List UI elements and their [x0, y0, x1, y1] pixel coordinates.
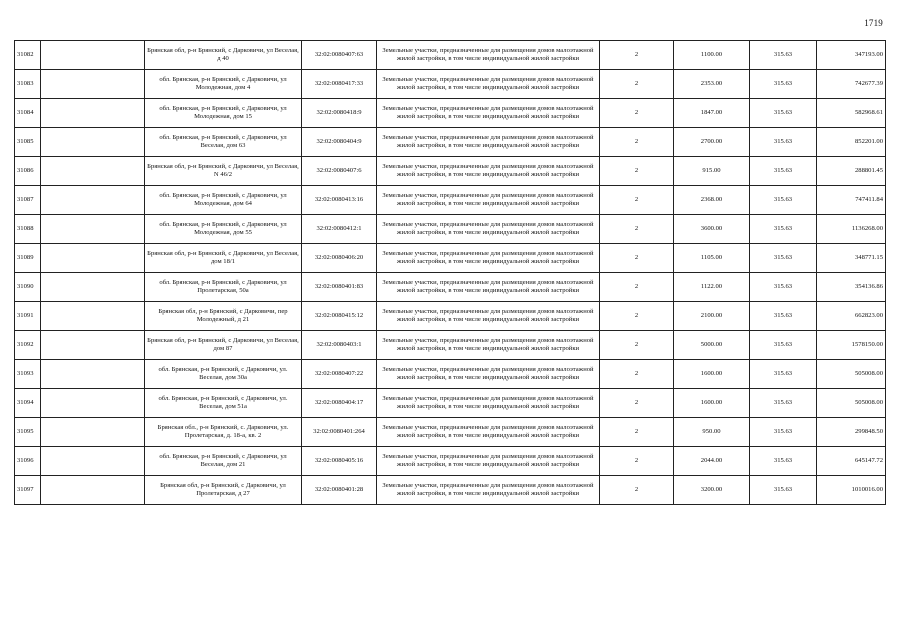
row-number-cell: 31091	[15, 302, 41, 331]
cadastral-number-cell: 32:02:0080401:28	[302, 476, 377, 505]
cadastral-value-cell: 852201.00	[817, 128, 886, 157]
address-cell: Брянская обл, р-н Брянский, с Дарковичи, пер Молодежный, д 21	[145, 302, 302, 331]
table-row	[15, 273, 886, 302]
empty-cell	[41, 244, 145, 273]
cadastral-number-cell: 32:02:0080407:22	[302, 360, 377, 389]
row-number-cell: 31095	[15, 418, 41, 447]
empty-cell	[41, 70, 145, 99]
table-row	[15, 302, 886, 331]
address-cell: Брянская обл, р-н Брянский, с Дарковичи, ул Веселая, дом 18/1	[145, 244, 302, 273]
rate-cell: 315.63	[750, 447, 817, 476]
area-cell: 3200.00	[674, 476, 750, 505]
category-cell: 2	[600, 70, 674, 99]
area-cell: 1600.00	[674, 360, 750, 389]
rate-cell: 315.63	[750, 302, 817, 331]
area-cell: 2100.00	[674, 302, 750, 331]
rate-cell: 315.63	[750, 99, 817, 128]
table-row	[15, 99, 886, 128]
empty-cell	[41, 99, 145, 128]
address-cell: обл. Брянская, р-н Брянский, с Дарковичи, ул. Веселая, дом 30а	[145, 360, 302, 389]
area-cell: 2700.00	[674, 128, 750, 157]
area-cell: 950.00	[674, 418, 750, 447]
land-use-cell: Земельные участки, предназначенные для размещения домов малоэтажной жилой застройки, в том числе индивидуальной жилой застройки	[377, 70, 600, 99]
area-cell: 2044.00	[674, 447, 750, 476]
row-number-cell: 31082	[15, 41, 41, 70]
land-parcel-table	[14, 40, 886, 505]
rate-cell: 315.63	[750, 41, 817, 70]
table-row	[15, 215, 886, 244]
row-number-cell: 31090	[15, 273, 41, 302]
cadastral-value-cell: 288801.45	[817, 157, 886, 186]
address-cell: обл. Брянская, р-н Брянский, с Дарковичи, ул Веселая, дом 63	[145, 128, 302, 157]
address-cell: Брянская обл, р-н Брянский, с Дарковичи, ул Веселая, дом 87	[145, 331, 302, 360]
land-use-cell: Земельные участки, предназначенные для размещения домов малоэтажной жилой застройки, в том числе индивидуальной жилой застройки	[377, 273, 600, 302]
empty-cell	[41, 389, 145, 418]
area-cell: 915.00	[674, 157, 750, 186]
cadastral-value-cell: 354136.86	[817, 273, 886, 302]
address-cell: обл. Брянская, р-н Брянский, с Дарковичи, ул Пролетарская, 50а	[145, 273, 302, 302]
cadastral-number-cell: 32:02:0080401:264	[302, 418, 377, 447]
table-body	[15, 41, 886, 505]
address-cell: обл. Брянская, р-н Брянский, с Дарковичи, ул Молодежная, дом 15	[145, 99, 302, 128]
land-use-cell: Земельные участки, предназначенные для размещения домов малоэтажной жилой застройки, в том числе индивидуальной жилой застройки	[377, 360, 600, 389]
category-cell: 2	[600, 186, 674, 215]
table-row	[15, 418, 886, 447]
table-row	[15, 70, 886, 99]
cadastral-value-cell: 347193.00	[817, 41, 886, 70]
rate-cell: 315.63	[750, 273, 817, 302]
area-cell: 1847.00	[674, 99, 750, 128]
category-cell: 2	[600, 41, 674, 70]
empty-cell	[41, 41, 145, 70]
category-cell: 2	[600, 331, 674, 360]
empty-cell	[41, 418, 145, 447]
cadastral-number-cell: 32:02:0080415:12	[302, 302, 377, 331]
area-cell: 2368.00	[674, 186, 750, 215]
row-number-cell: 31084	[15, 99, 41, 128]
category-cell: 2	[600, 447, 674, 476]
rate-cell: 315.63	[750, 476, 817, 505]
address-cell: обл. Брянская, р-н Брянский, с Дарковичи, ул Молодежная, дом 55	[145, 215, 302, 244]
table-row	[15, 476, 886, 505]
empty-cell	[41, 331, 145, 360]
page-number: 1719	[864, 18, 883, 28]
empty-cell	[41, 360, 145, 389]
category-cell: 2	[600, 302, 674, 331]
cadastral-value-cell: 299848.50	[817, 418, 886, 447]
land-use-cell: Земельные участки, предназначенные для размещения домов малоэтажной жилой застройки, в том числе индивидуальной жилой застройки	[377, 302, 600, 331]
land-use-cell: Земельные участки, предназначенные для размещения домов малоэтажной жилой застройки, в том числе индивидуальной жилой застройки	[377, 157, 600, 186]
cadastral-number-cell: 32:02:0080403:1	[302, 331, 377, 360]
row-number-cell: 31088	[15, 215, 41, 244]
area-cell: 1105.00	[674, 244, 750, 273]
table-row	[15, 157, 886, 186]
category-cell: 2	[600, 476, 674, 505]
row-number-cell: 31087	[15, 186, 41, 215]
row-number-cell: 31097	[15, 476, 41, 505]
empty-cell	[41, 215, 145, 244]
row-number-cell: 31083	[15, 70, 41, 99]
category-cell: 2	[600, 360, 674, 389]
area-cell: 3600.00	[674, 215, 750, 244]
table-row	[15, 41, 886, 70]
land-use-cell: Земельные участки, предназначенные для размещения домов малоэтажной жилой застройки, в том числе индивидуальной жилой застройки	[377, 215, 600, 244]
address-cell: Брянская обл, р-н Брянский, с Дарковичи, ул Веселая, д 40	[145, 41, 302, 70]
cadastral-number-cell: 32:02:0080405:16	[302, 447, 377, 476]
table-row	[15, 244, 886, 273]
cadastral-number-cell: 32:02:0080406:20	[302, 244, 377, 273]
empty-cell	[41, 186, 145, 215]
cadastral-value-cell: 582968.61	[817, 99, 886, 128]
category-cell: 2	[600, 215, 674, 244]
cadastral-value-cell: 1578150.00	[817, 331, 886, 360]
area-cell: 2353.00	[674, 70, 750, 99]
empty-cell	[41, 128, 145, 157]
cadastral-number-cell: 32:02:0080418:9	[302, 99, 377, 128]
address-cell: обл. Брянская, р-н Брянский, с Дарковичи, ул Молодежная, дом 64	[145, 186, 302, 215]
address-cell: Брянская обл., р-н Брянский, с. Дарковичи, ул. Пролетарская, д. 18-а, кв. 2	[145, 418, 302, 447]
cadastral-number-cell: 32:02:0080413:16	[302, 186, 377, 215]
row-number-cell: 31085	[15, 128, 41, 157]
category-cell: 2	[600, 128, 674, 157]
category-cell: 2	[600, 99, 674, 128]
cadastral-value-cell: 747411.84	[817, 186, 886, 215]
area-cell: 5000.00	[674, 331, 750, 360]
cadastral-number-cell: 32:02:0080404:17	[302, 389, 377, 418]
cadastral-number-cell: 32:02:0080417:33	[302, 70, 377, 99]
area-cell: 1600.00	[674, 389, 750, 418]
row-number-cell: 31094	[15, 389, 41, 418]
address-cell: Брянская обл, р-н Брянский, с Дарковичи, ул Веселая, N 46/2	[145, 157, 302, 186]
table-row	[15, 389, 886, 418]
category-cell: 2	[600, 273, 674, 302]
address-cell: обл. Брянская, р-н Брянский, с Дарковичи, ул. Веселая, дом 51а	[145, 389, 302, 418]
cadastral-value-cell: 1136268.00	[817, 215, 886, 244]
rate-cell: 315.63	[750, 128, 817, 157]
category-cell: 2	[600, 418, 674, 447]
cadastral-value-cell: 1010016.00	[817, 476, 886, 505]
row-number-cell: 31089	[15, 244, 41, 273]
row-number-cell: 31092	[15, 331, 41, 360]
cadastral-value-cell: 742677.39	[817, 70, 886, 99]
land-use-cell: Земельные участки, предназначенные для размещения домов малоэтажной жилой застройки, в том числе индивидуальной жилой застройки	[377, 99, 600, 128]
rate-cell: 315.63	[750, 244, 817, 273]
land-use-cell: Земельные участки, предназначенные для размещения домов малоэтажной жилой застройки, в том числе индивидуальной жилой застройки	[377, 41, 600, 70]
row-number-cell: 31086	[15, 157, 41, 186]
cadastral-value-cell: 662823.00	[817, 302, 886, 331]
empty-cell	[41, 273, 145, 302]
land-use-cell: Земельные участки, предназначенные для размещения домов малоэтажной жилой застройки, в том числе индивидуальной жилой застройки	[377, 128, 600, 157]
rate-cell: 315.63	[750, 418, 817, 447]
land-use-cell: Земельные участки, предназначенные для размещения домов малоэтажной жилой застройки, в том числе индивидуальной жилой застройки	[377, 244, 600, 273]
row-number-cell: 31096	[15, 447, 41, 476]
land-use-cell: Земельные участки, предназначенные для размещения домов малоэтажной жилой застройки, в том числе индивидуальной жилой застройки	[377, 389, 600, 418]
rate-cell: 315.63	[750, 360, 817, 389]
address-cell: обл. Брянская, р-н Брянский, с Дарковичи, ул Веселая, дом 21	[145, 447, 302, 476]
table-row	[15, 447, 886, 476]
category-cell: 2	[600, 157, 674, 186]
cadastral-value-cell: 348771.15	[817, 244, 886, 273]
cadastral-number-cell: 32:02:0080407:63	[302, 41, 377, 70]
category-cell: 2	[600, 244, 674, 273]
rate-cell: 315.63	[750, 389, 817, 418]
rate-cell: 315.63	[750, 70, 817, 99]
table-row	[15, 331, 886, 360]
empty-cell	[41, 476, 145, 505]
table-row	[15, 360, 886, 389]
row-number-cell: 31093	[15, 360, 41, 389]
rate-cell: 315.63	[750, 331, 817, 360]
land-use-cell: Земельные участки, предназначенные для размещения домов малоэтажной жилой застройки, в том числе индивидуальной жилой застройки	[377, 418, 600, 447]
cadastral-number-cell: 32:02:0080401:83	[302, 273, 377, 302]
table-row	[15, 128, 886, 157]
category-cell: 2	[600, 389, 674, 418]
rate-cell: 315.63	[750, 215, 817, 244]
cadastral-value-cell: 645147.72	[817, 447, 886, 476]
land-use-cell: Земельные участки, предназначенные для размещения домов малоэтажной жилой застройки, в том числе индивидуальной жилой застройки	[377, 331, 600, 360]
empty-cell	[41, 302, 145, 331]
cadastral-number-cell: 32:02:0080407:6	[302, 157, 377, 186]
cadastral-value-cell: 505008.00	[817, 389, 886, 418]
area-cell: 1100.00	[674, 41, 750, 70]
land-use-cell: Земельные участки, предназначенные для размещения домов малоэтажной жилой застройки, в том числе индивидуальной жилой застройки	[377, 447, 600, 476]
table-row	[15, 186, 886, 215]
empty-cell	[41, 157, 145, 186]
land-use-cell: Земельные участки, предназначенные для размещения домов малоэтажной жилой застройки, в том числе индивидуальной жилой застройки	[377, 186, 600, 215]
land-use-cell: Земельные участки, предназначенные для размещения домов малоэтажной жилой застройки, в том числе индивидуальной жилой застройки	[377, 476, 600, 505]
rate-cell: 315.63	[750, 186, 817, 215]
area-cell: 1122.00	[674, 273, 750, 302]
address-cell: обл. Брянская, р-н Брянский, с Дарковичи, ул Молодежная, дом 4	[145, 70, 302, 99]
cadastral-value-cell: 505008.00	[817, 360, 886, 389]
cadastral-number-cell: 32:02:0080404:9	[302, 128, 377, 157]
cadastral-number-cell: 32:02:0080412:1	[302, 215, 377, 244]
empty-cell	[41, 447, 145, 476]
rate-cell: 315.63	[750, 157, 817, 186]
address-cell: Брянская обл, р-н Брянский, с Дарковичи, ул Пролетарская, д 27	[145, 476, 302, 505]
